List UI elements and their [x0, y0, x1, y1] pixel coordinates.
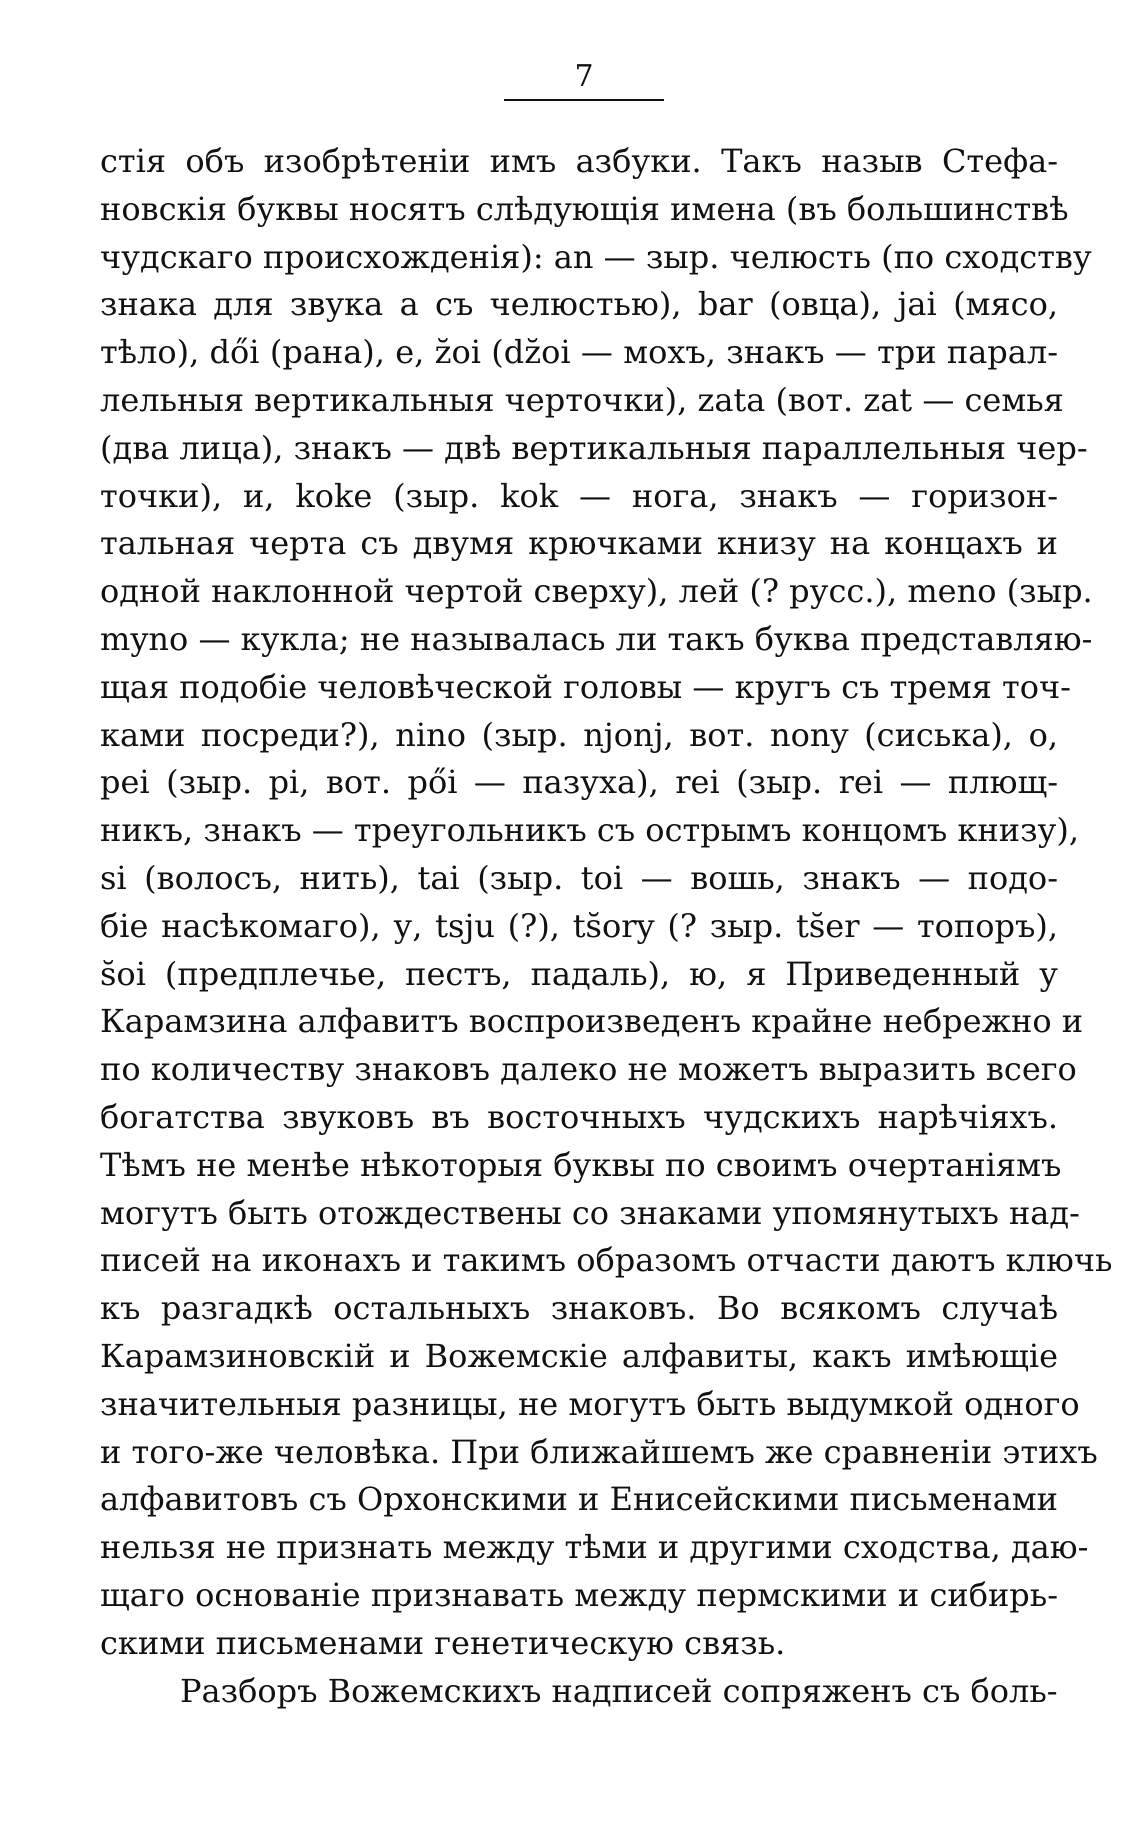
text-line: стія объ изобрѣтеніи имъ азбуки. Такъ назыв Стефа-	[100, 142, 1058, 180]
text-line: Карамзиновскій и Вожемскіе алфавиты, какъ имѣющіе	[100, 1336, 1058, 1375]
page-number: 7	[574, 59, 594, 94]
text-line: точки), и, koke (зыр. kok — нога, знакъ — горизон-	[100, 476, 1058, 515]
text-line: (два лица), знакъ — двѣ вертикальныя параллельныя чер-	[100, 428, 1088, 467]
text-line: чудскаго происхожденія): an — зыр. челюсть (по сходству	[100, 237, 1092, 276]
text-line: s̆oi (предплечье, пестъ, падаль), ю, я Приведенный у	[100, 954, 1058, 993]
text-line: Тѣмъ не менѣе нѣкоторыя буквы по своимъ очертаніямъ	[100, 1145, 1062, 1184]
text-line: тальная черта съ двумя крючками книзу на концахъ и	[100, 524, 1058, 563]
text-line: si (волосъ, нить), tai (зыр. toi — вошь, знакъ — подо-	[100, 858, 1059, 897]
text-line: къ разгадкѣ остальныхъ знаковъ. Во всякомъ случаѣ	[100, 1289, 1058, 1328]
text-line: богатства звуковъ въ восточныхъ чудскихъ нарѣчіяхъ.	[100, 1097, 1058, 1136]
text-line: ками посреди?), nino (зыр. njonj, вот. nony (сиська), о,	[100, 715, 1058, 754]
text-line: никъ, знакъ — треугольникъ съ острымъ концомъ книзу),	[100, 811, 1080, 850]
text-line: одной наклонной чертой сверху), лей (? русс.), meno (зыр.	[100, 572, 1093, 611]
text-line: скими письменами генетическую связь.	[100, 1623, 786, 1662]
text-line: и того-же человѣка. При ближайшемъ же сравненіи этихъ	[100, 1432, 1098, 1471]
text-line: тѣло), dői (рана), e, z̆oi (dz̆oi — мохъ, знакъ — три парал-	[100, 333, 1058, 372]
page-number-rule	[504, 99, 664, 101]
text-line: нельзя не признать между тѣми и другими сходства, даю-	[100, 1528, 1089, 1567]
text-line: значительныя разницы, не могутъ быть выдумкой одного	[100, 1384, 1080, 1423]
text-line: алфавитовъ съ Орхонскими и Енисейскими письменами	[100, 1480, 1058, 1519]
text-line: myno — кукла; не называлась ли такъ буква представляю-	[100, 619, 1093, 658]
text-line: щая подобіе человѣческой головы — кругъ съ тремя точ-	[100, 667, 1071, 706]
text-line: по количеству знаковъ далеко не можетъ выразить всего	[100, 1050, 1077, 1089]
body-text	[100, 138, 1113, 1715]
text-line: знака для звука а съ челюстью), bar (овца), jai (мясо,	[100, 285, 1058, 324]
text-line: щаго основаніе признавать между пермскими и сибирь-	[100, 1575, 1058, 1614]
text-line: писей на иконахъ и такимъ образомъ отчасти даютъ ключь	[100, 1241, 1113, 1280]
paragraph-start-line: Разборъ Вожемскихъ надписей сопряженъ съ боль-	[180, 1671, 1058, 1710]
text-line: лельныя вертикальныя черточки), zata (вот. zat — семья	[100, 380, 1064, 419]
text-line: новскія буквы носятъ слѣдующія имена (въ большинствѣ	[100, 189, 1069, 228]
text-line: Карамзина алфавитъ воспроизведенъ крайне небрежно и	[100, 1002, 1084, 1041]
text-line: біе насѣкомаго), у, tsju (?), ts̆ory (? зыр. ts̆er — топоръ),	[100, 906, 1058, 945]
text-line: pei (зыр. pi, вот. pői — пазуха), rei (зыр. rei — плющ-	[100, 763, 1058, 802]
text-line: могутъ быть отождествены со знаками упомянутыхъ над-	[100, 1193, 1080, 1232]
